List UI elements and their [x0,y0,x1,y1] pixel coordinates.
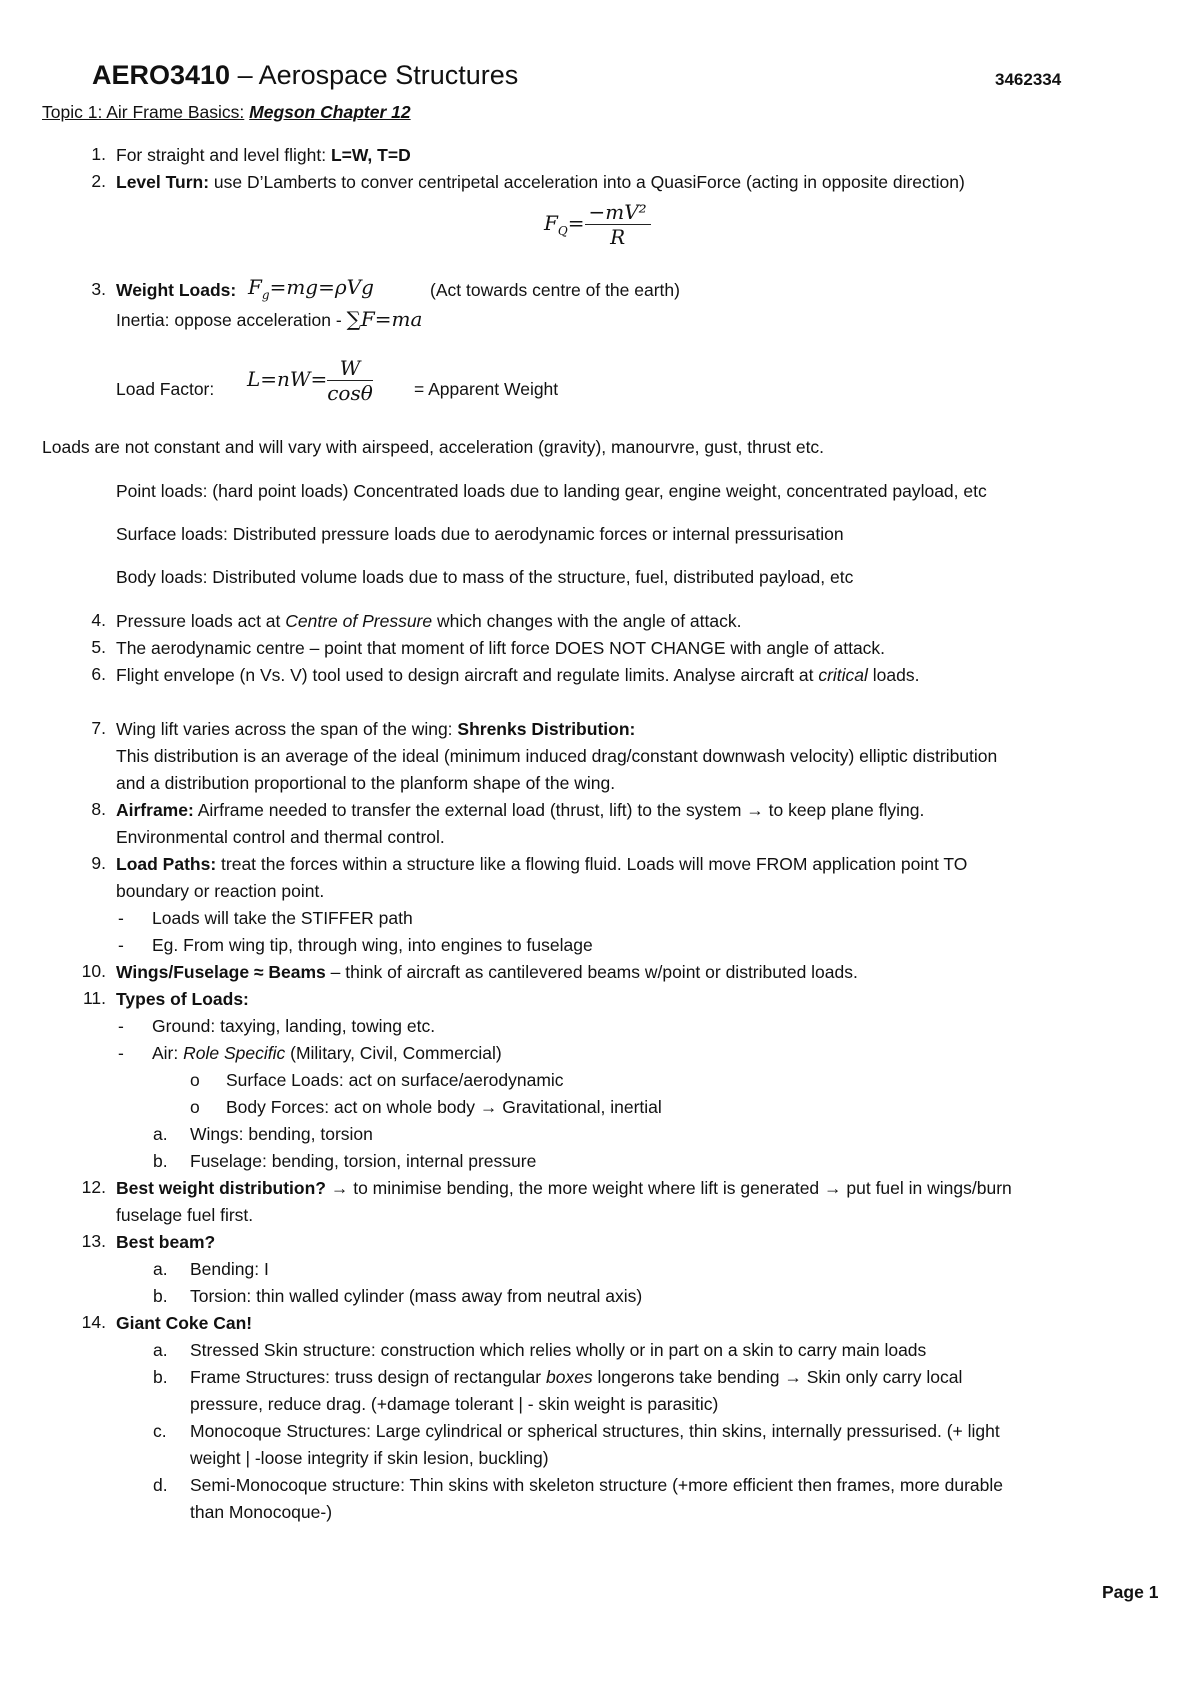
letter-a: a. [153,1340,168,1360]
item-text: treat the forces within a structure like a flowing fluid. Loads will move FROM application point TO [216,854,968,874]
item-1 [116,144,411,166]
item-13-b: Torsion: thin walled cylinder (mass away from neutral axis) [190,1286,643,1306]
item-text: → to minimise bending, the more weight where lift is generated → put fuel in wings/burn [326,1178,1012,1198]
eq-fraction [327,356,373,405]
item-14-d: Semi-Monocoque structure: Thin skins with skeleton structure (+more efficient then frames, more durable [190,1475,1003,1495]
item-italic: Role Specific [183,1043,286,1063]
item-13 [116,1231,215,1253]
eq-lhs: L=nW= [247,367,328,391]
item-text: Airframe needed to transfer the external load (thrust, lift) to the system → to keep plane flying. [193,800,925,820]
item-text: longerons take bending → Skin only carry local [592,1367,963,1387]
eq-rest: =mg=ρVg [269,275,374,299]
letter-c: c. [153,1421,167,1441]
item-text: use D’Lamberts to conver centripetal acceleration into a QuasiForce (acting in opposite direction) [209,172,965,192]
item-14-d-line-2: than Monocoque-) [190,1502,333,1522]
letter-d: d. [153,1475,168,1495]
item-11-sub-2: Body Forces: act on whole body → Gravitational, inertial [226,1097,662,1117]
weight-note: (Act towards centre of the earth) [430,280,680,300]
item-number: 9. [91,853,106,873]
item-14-a: Stressed Skin structure: construction which relies wholly or in part on a skin to carry main loads [190,1340,927,1360]
item-12 [116,1177,1012,1199]
course-separator: – [230,60,259,90]
item-7-line-2: This distribution is an average of the ideal (minimum induced drag/constant downwash velocity) elliptic distribution [116,746,998,766]
dash-bullet: - [118,935,124,955]
item-11 [116,988,249,1010]
loads-vary-paragraph: Loads are not constant and will vary with airspeed, acceleration (gravity), manourvre, gust, thrust etc. [42,437,825,457]
item-bold: Load Paths: [116,854,217,874]
page-number: Page 1 [1102,1582,1159,1602]
letter-b: b. [153,1151,168,1171]
equation-load-factor [247,356,373,405]
item-bold: Best beam? [116,1232,216,1252]
item-9-bullet-1: Loads will take the STIFFER path [152,908,413,928]
item-9-line-2: boundary or reaction point. [116,881,325,901]
item-number: 11. [82,988,106,1008]
surface-loads: Surface loads: Distributed pressure loads due to aerodynamic forces or internal pressurisation [116,524,844,544]
item-bold: Best weight distribution? [116,1178,326,1198]
topic-label: Topic 1: Air Frame Basics: [42,102,245,122]
item-number: 5. [91,637,106,657]
item-text: loads. [867,665,920,685]
item-bold: Weight Loads: [116,280,237,300]
item-number: 1. [91,144,106,164]
circle-bullet: o [190,1070,200,1090]
inertia-line [116,308,422,331]
item-5: The aerodynamic centre – point that moment of lift force DOES NOT CHANGE with angle of attack. [116,638,886,658]
equation-weight [248,276,374,306]
item-text: (Military, Civil, Commercial) [285,1043,502,1063]
item-italic: Centre of Pressure [285,611,433,631]
item-text: Air: [152,1043,184,1063]
item-text: – think of aircraft as cantilevered beams w/point or distributed loads. [325,962,858,982]
item-14-b [190,1366,962,1388]
item-7 [116,718,635,740]
item-14-c-line-2: weight | -loose integrity if skin lesion, buckling) [190,1448,549,1468]
eq-numerator: W [327,356,373,381]
item-8 [116,799,924,821]
dash-bullet: - [118,1043,124,1063]
item-bold: Giant Coke Can! [116,1313,253,1333]
item-13-a: Bending: I [190,1259,269,1279]
course-title [92,60,518,91]
item-number: 2. [91,171,106,191]
letter-a: a. [153,1259,168,1279]
inertia-text: Inertia: oppose acceleration - [116,310,347,330]
eq-denominator: cosθ [327,381,373,405]
eq-numerator: −mV² [585,200,651,225]
apparent-weight: = Apparent Weight [414,379,559,399]
item-bold: Wings/Fuselage ≈ Beams [116,962,326,982]
item-number: 12. [81,1177,106,1197]
eq-subscript: g [261,288,270,302]
item-9-bullet-2: Eg. From wing tip, through wing, into engines to fuselage [152,935,593,955]
eq-denominator: R [610,225,626,249]
eq-fraction [585,200,651,249]
point-loads: Point loads: (hard point loads) Concentrated loads due to landing gear, engine weight, concentrated payload, etc [116,481,987,501]
body-loads: Body loads: Distributed volume loads due to mass of the structure, fuel, distributed payload, etc [116,567,854,587]
item-number: 13. [81,1231,106,1251]
item-6 [116,664,919,686]
item-number: 7. [91,718,106,738]
item-number: 10. [81,961,106,981]
item-number: 4. [91,610,106,630]
item-italic: critical [818,665,868,685]
course-code: AERO3410 [92,60,231,90]
item-text: Pressure loads act at [116,611,286,631]
item-bold: L=W, T=D [330,145,411,165]
item-text: Wing lift varies across the span of the wing: [116,719,458,739]
item-14 [116,1312,252,1334]
letter-b: b. [153,1367,168,1387]
item-11-a: Wings: bending, torsion [190,1124,373,1144]
student-id: 3462334 [995,70,1062,89]
item-number: 14. [81,1312,106,1332]
item-bold: Airframe: [116,800,194,820]
item-14-c: Monocoque Structures: Large cylindrical or spherical structures, thin skins, internally pressurised. (+ light [190,1421,1000,1441]
equation-inertia: ∑F=ma [346,307,423,331]
load-factor-label: Load Factor: [116,379,215,399]
topic-heading [42,102,411,123]
item-text: Flight envelope (n Vs. V) tool used to design aircraft and regulate limits. Analyse aircraft at [116,665,819,685]
letter-b: b. [153,1286,168,1306]
item-text: Frame Structures: truss design of rectangular [190,1367,546,1387]
equation-quasi-force [544,200,651,249]
item-text: For straight and level flight: [116,145,331,165]
dash-bullet: - [118,1016,124,1036]
eq-subscript: Q [557,224,568,238]
item-number: 6. [91,664,106,684]
item-9 [116,853,967,875]
item-11-sub-1: Surface Loads: act on surface/aerodynamic [226,1070,564,1090]
item-2 [116,171,965,193]
item-7-line-3: and a distribution proportional to the planform shape of the wing. [116,773,616,793]
item-11-bullet-2 [152,1042,502,1064]
item-12-line-2: fuselage fuel first. [116,1205,254,1225]
course-name: Aerospace Structures [258,60,519,90]
circle-bullet: o [190,1097,200,1117]
item-8-line-2: Environmental control and thermal control. [116,827,445,847]
item-4 [116,610,741,632]
item-bold: Level Turn: [116,172,210,192]
item-number: 3. [91,279,106,299]
item-italic: boxes [545,1367,593,1387]
item-bold: Shrenks Distribution: [457,719,636,739]
eq-symbol: F [544,211,558,235]
eq-symbol: F [248,275,262,299]
eq-equals: = [567,211,585,235]
item-number: 8. [91,799,106,819]
dash-bullet: - [118,908,124,928]
item-14-b-line-2: pressure, reduce drag. (+damage tolerant | - skin weight is parasitic) [190,1394,719,1414]
item-text: which changes with the angle of attack. [432,611,742,631]
item-11-b: Fuselage: bending, torsion, internal pressure [190,1151,537,1171]
item-bold: Types of Loads: [116,989,249,1009]
item-11-bullet-1: Ground: taxying, landing, towing etc. [152,1016,436,1036]
topic-reference: Megson Chapter 12 [249,102,411,122]
item-10 [116,961,858,983]
item-3 [116,279,236,301]
letter-a: a. [153,1124,168,1144]
